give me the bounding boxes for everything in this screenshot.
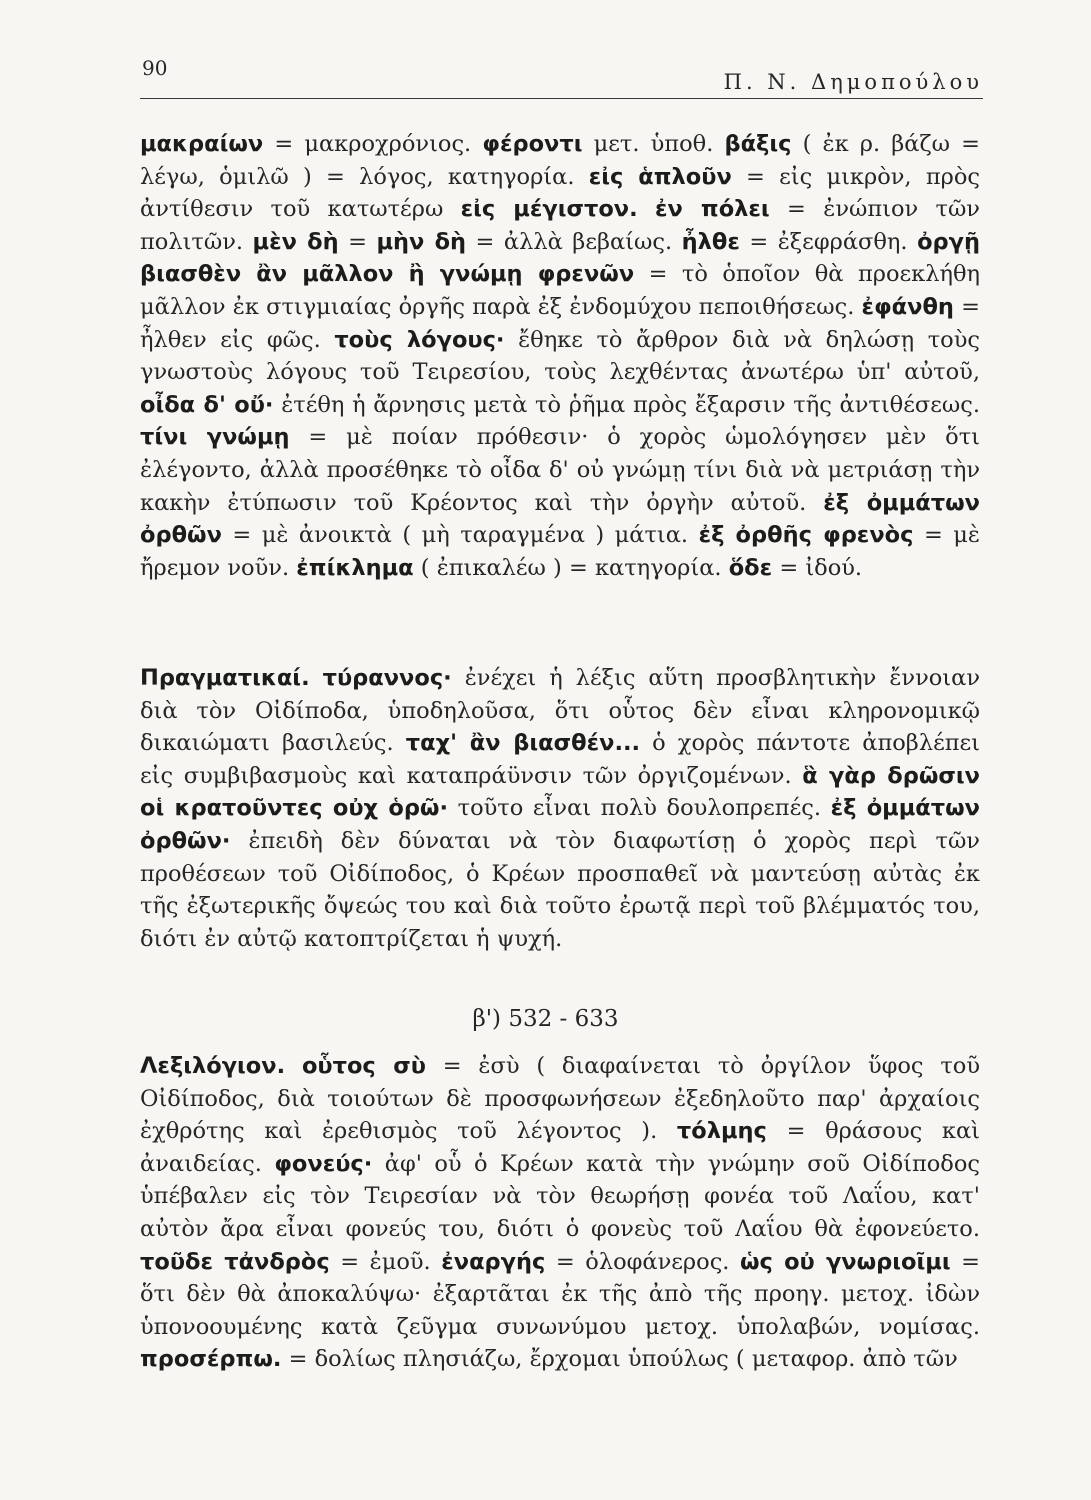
gloss-text: μετ. ὑποθ. (582, 131, 725, 157)
bold-term: φονεύς· (274, 1150, 373, 1177)
gloss-text: ἐτέθη ἡ ἄρνησις μετὰ τὸ ῥῆμα πρὸς ἔξαρσιν τῆς ἀντιθέσεως. (273, 391, 981, 418)
page-header (140, 52, 983, 99)
bold-term: ἐν πόλει (655, 196, 770, 223)
gloss-text: = ἐμοῦ. (329, 1248, 442, 1275)
gloss-text: = μακροχρόνιος. (263, 131, 483, 157)
bold-term: μακραίων (140, 131, 264, 157)
gloss-text: ἐπειδὴ δὲν δύναται νὰ τὸν διαφωτίσῃ ὁ χορὸς περὶ τῶν προθέσεων τοῦ Οἰδίποδος, ὁ Κρέων προσπαθεῖ νὰ μαντεύσῃ αὐτὰς ἐκ τῆς ἐξωτερικῆς ὄψεώς του καὶ διὰ τοῦτο ἐρωτᾷ περὶ τοῦ βλέμματός του, διότι ἐν αὐτῷ κατοπτρίζεται ἡ ψυχή. (140, 827, 980, 952)
paragraph-historical-notes (140, 662, 980, 955)
gloss-text: = ὁλοφάνερος. (545, 1248, 740, 1275)
gloss-text: = μὲ ἤρεμον νοῦν. (140, 522, 980, 581)
gloss-text: = ὅτι δὲν θὰ ἀποκαλύψω· ἐξαρτᾶται ἐκ τῆς ἀπὸ τῆς προηγ. μετοχ. ἰδὼν ὑπονοουμένης κατὰ ζεῦγμα συνωνύμου μετοχ. ὑπολαβών, νομίσας. (140, 1248, 980, 1340)
bold-term: Πραγματικαί. (140, 665, 310, 691)
gloss-text: = ἰδού. (772, 554, 863, 581)
bold-term: ἦλθε (681, 228, 740, 255)
bold-term: εἰς μέγιστον. (460, 196, 638, 223)
bold-term: τοῦδε τἀνδρὸς (140, 1248, 330, 1275)
gloss-text: = εἰς μικρὸν, πρὸς ἀντίθεσιν τοῦ κατωτέρω (140, 163, 980, 223)
gloss-text: = μὲ ἀνοικτὰ ( μὴ ταραγμένα ) μάτια. (221, 522, 699, 549)
gloss-text: = ἐξεφράσθη. (739, 228, 918, 255)
paragraph-vocabulary-1 (140, 128, 980, 584)
gloss-text: = ἐσὺ ( διαφαίνεται τὸ ὀργίλον ὕφος τοῦ Οἰδίποδος, διὰ τοιούτων δὲ προσφωνήσεων ἐξεδηλοῦτο παρ' ἀρχαίοις ἐχθρότης καὶ ἐρεθισμὸς τοῦ λέγοντος ). (140, 1053, 981, 1145)
bold-term: φέροντι (482, 131, 583, 157)
bold-term: ὡς οὐ γνωριοῖμι (739, 1248, 951, 1275)
page-number: 90 (142, 56, 168, 80)
gloss-text: ἔθηκε τὸ ἄρθρον διὰ νὰ δηλώσῃ τοὺς γνωστοὺς λόγους τοῦ Τειρεσίου, τοὺς λεχθέντας ἀνωτέρω ὑπ' αὐτοῦ, (140, 326, 981, 386)
bold-term: ὅδε (728, 554, 773, 581)
bold-term: ταχ' ἂν βιασθέν... (405, 730, 641, 757)
bold-term: οὗτος σὺ (301, 1053, 426, 1079)
bold-term: ἐξ ὀρθῆς φρενὸς (698, 522, 914, 549)
gloss-text: ( ἐκ ρ. βάζω = λέγω, ὁμιλῶ ) = λόγος, κατηγορία. (140, 131, 981, 190)
gloss-text (310, 665, 323, 691)
bold-term: προσέρπω. (140, 1346, 282, 1373)
gloss-text: ἐνέχει ἡ λέξις αὕτη προσβλητικὴν ἔννοιαν διὰ τὸν Οἰδίποδα, ὑποδηλοῦσα, ὅτι οὗτος δὲν εἶναι κληρονομικῷ δικαιώματι βασιλεύς. (140, 665, 980, 757)
gloss-text: = ἀλλὰ βεβαίως. (466, 228, 682, 255)
bold-term: οἶδα δ' οὔ· (140, 391, 274, 418)
bold-term: μὴν δὴ (376, 228, 467, 255)
gloss-text: = δολίως πλησιάζω, ἔρχομαι ὑπούλως ( μεταφορ. ἀπὸ τῶν (281, 1346, 958, 1373)
gloss-text: ἀφ' οὗ ὁ Κρέων κατὰ τὴν γνώμην σοῦ Οἰδίποδος ὑπέβαλεν εἰς τὸν Τειρεσίαν νὰ τὸν θεωρήσῃ φονέα τοῦ Λαΐου, κατ' αὐτὸν ἄρα εἶναι φονεύς του, διότι ὁ φονεὺς τοῦ Λαΐου θὰ ἐφονεύετο. (140, 1150, 980, 1242)
running-head: Π. Ν. Δημοπούλου (723, 70, 983, 94)
bold-term: τοὺς λόγους· (334, 326, 505, 353)
bold-term: ὀργῇ βιασθὲν ἂν μᾶλλον ἢ γνώμῃ φρενῶν (140, 228, 980, 288)
bold-term: τίνι γνώμῃ (140, 424, 290, 451)
bold-term: τύραννος· (322, 665, 452, 691)
gloss-text: = θράσους καὶ ἀναιδείας. (140, 1118, 980, 1177)
bold-term: ἐφάνθη (861, 293, 954, 320)
gloss-text: = (338, 228, 377, 255)
bold-term: ἐπίκλημα (296, 554, 414, 581)
gloss-text: = ἦλθεν εἰς φῶς. (140, 293, 980, 353)
bold-term: βάξις (724, 131, 792, 157)
bold-term: ἃ γὰρ δρῶσιν οἱ κρατοῦντες οὐχ ὁρῶ· (140, 762, 980, 822)
gloss-text: τοῦτο εἶναι πολὺ δουλοπρεπές. (448, 795, 831, 822)
gloss-text: = μὲ ποίαν πρόθεσιν· ὁ χορὸς ὡμολόγησεν μὲν ὅτι ἐλέγοντο, ἀλλὰ προσέθηκε τὸ οἶδα δ' οὐ γνώμῃ τίνι διὰ νὰ μετριάσῃ τὴν κακὴν ἐτύπωσιν τοῦ Κρέοντος καὶ τὴν ὀργὴν αὐτοῦ. (140, 424, 980, 516)
gloss-text: = τὸ ὁποῖον θὰ προεκλήθη μᾶλλον ἐκ στιγμιαίας ὀργῆς παρὰ ἐξ ἐνδομύχου πεποιθήσεως. (140, 261, 980, 320)
section-heading: β') 532 - 633 (472, 1006, 619, 1032)
gloss-text: ὁ χορὸς πάντοτε ἀποβλέπει εἰς συμβιβασμοὺς καὶ καταπράϋνσιν τῶν ὀργιζομένων. (140, 730, 980, 789)
gloss-text: ( ἐπικαλέω ) = κατηγορία. (413, 554, 729, 581)
bold-term: ἐξ ὀμμάτων ὀρθῶν (140, 489, 980, 549)
paragraph-vocabulary-2 (140, 1050, 980, 1376)
bold-term: τόλμης (676, 1118, 767, 1145)
gloss-text (638, 196, 655, 222)
bold-term: ἐναργής (441, 1248, 546, 1275)
bold-term: Λεξιλόγιον. (140, 1053, 286, 1079)
bold-term: ἐξ ὀμμάτων ὀρθῶν· (140, 795, 980, 854)
bold-term: μὲν δὴ (252, 228, 339, 255)
gloss-text: = ἐνώπιον τῶν πολιτῶν. (140, 196, 980, 255)
gloss-text (285, 1053, 302, 1079)
bold-term: εἰς ἁπλοῦν (588, 163, 732, 190)
